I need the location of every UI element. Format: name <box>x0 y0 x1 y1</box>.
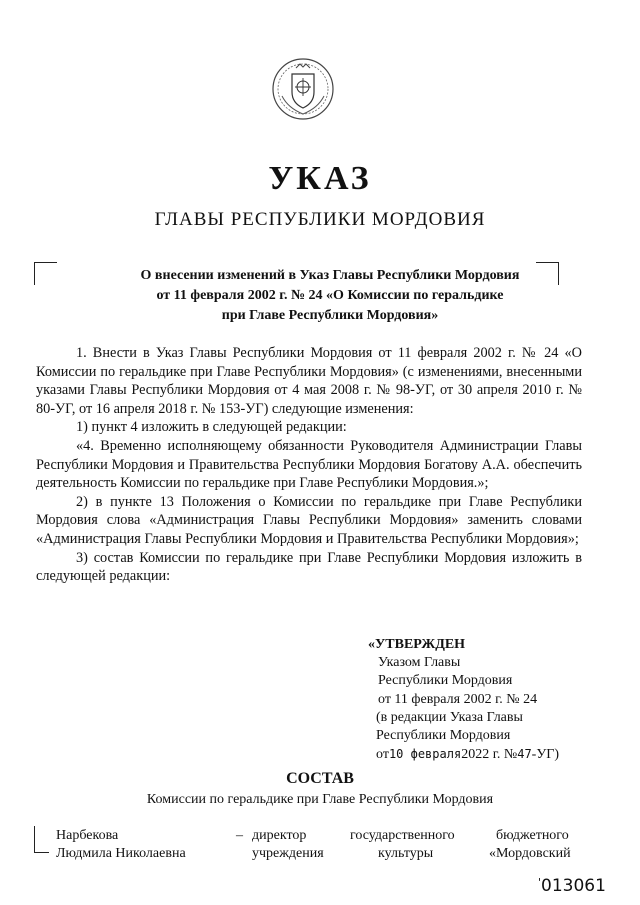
member-position-word <box>350 827 455 863</box>
member-surname: Нарбекова <box>56 828 119 843</box>
approval-line: от 11 февраля 2002 г. № 24 <box>378 691 538 707</box>
approval-year: 2022 г. № <box>461 747 518 763</box>
member-position-word <box>489 827 571 863</box>
approval-line: Республики Мордовия <box>378 673 513 689</box>
heading-line: при Главе Республики Мордовия» <box>221 308 439 323</box>
approval-suffix: -УГ) <box>531 747 560 763</box>
issuer-title: ГЛАВЫ РЕСПУБЛИКИ МОРДОВИЯ <box>154 209 486 230</box>
member-name <box>56 827 186 863</box>
position-word: «Мордовский <box>489 846 571 861</box>
member-row-bracket <box>34 826 49 853</box>
approval-line: Республики Мордовия <box>376 728 511 744</box>
member-dash: – <box>236 828 243 843</box>
position-word: учреждения <box>252 846 324 861</box>
member-position-word <box>252 827 324 863</box>
decree-body <box>36 344 582 586</box>
approval-date-prefix: от <box>376 747 389 763</box>
approval-title: «УТВЕРЖДЕН <box>368 637 466 652</box>
approval-block <box>368 636 559 764</box>
position-word: культуры <box>378 846 434 861</box>
body-paragraph: 2) в пункте 13 Положения о Комиссии по геральдике при Главе Республики Мордовия слова «Администрация Главы Республики Мордовия» заменить словами «Администрация Главы Республики Мордовия и Правительства Республики Мордовия»; <box>36 493 582 547</box>
body-paragraph: 1) пункт 4 изложить в следующей редакции: <box>76 419 347 436</box>
body-paragraph: 1. Внести в Указ Главы Республики Мордовия от 11 февраля 2002 г. № 24 «О Комиссии по геральдике при Главе Республики Мордовия» (с изменениями, внесенными указами Главы Республики Мордовия от 4 мая 2008 г. № 98-УГ, от 30 апреля 2010 г. № 80-УГ, от 16 апреля 2018 г. № 153-УГ) следующие изменения: <box>36 345 582 417</box>
serial-tick-mark: ' <box>538 876 542 889</box>
position-word: государственного <box>350 828 455 843</box>
approval-date-line <box>368 745 559 764</box>
heading-line: от 11 февраля 2002 г. № 24 «О Комиссии по геральдике <box>156 288 504 303</box>
member-given-names: Людмила Николаевна <box>56 846 186 861</box>
serial-number-value: 013061 <box>541 876 606 896</box>
document-serial-number <box>538 876 606 896</box>
document-type-title: УКАЗ <box>268 160 372 197</box>
approval-number-stamp: 47 <box>517 747 532 762</box>
decree-heading <box>70 266 590 326</box>
position-word: бюджетного <box>496 828 569 843</box>
body-paragraph: «4. Временно исполняющему обязанности Руководителя Администрации Главы Республики Мордовия и Правительства Республики Мордовия Богатову А.А. обеспечить деятельность Комиссии по геральдике при Главе Республики Мордовия.»; <box>36 437 582 492</box>
heading-bracket-left <box>34 262 57 285</box>
composition-subtitle: Комиссии по геральдике при Главе Республики Мордовия <box>146 792 494 807</box>
composition-title: СОСТАВ <box>286 770 354 787</box>
approval-line: Указом Главы <box>378 655 461 671</box>
approval-date-stamp: 10 февраля <box>388 747 462 762</box>
position-word: директор <box>252 828 307 843</box>
body-paragraph: 3) состав Комиссии по геральдике при Главе Республики Мордовия изложить в следующей редакции: <box>36 549 582 585</box>
heading-line: О внесении изменений в Указ Главы Республики Мордовия <box>140 268 520 283</box>
coat-of-arms-emblem-icon <box>270 56 336 122</box>
approval-line: (в редакции Указа Главы <box>376 709 523 725</box>
